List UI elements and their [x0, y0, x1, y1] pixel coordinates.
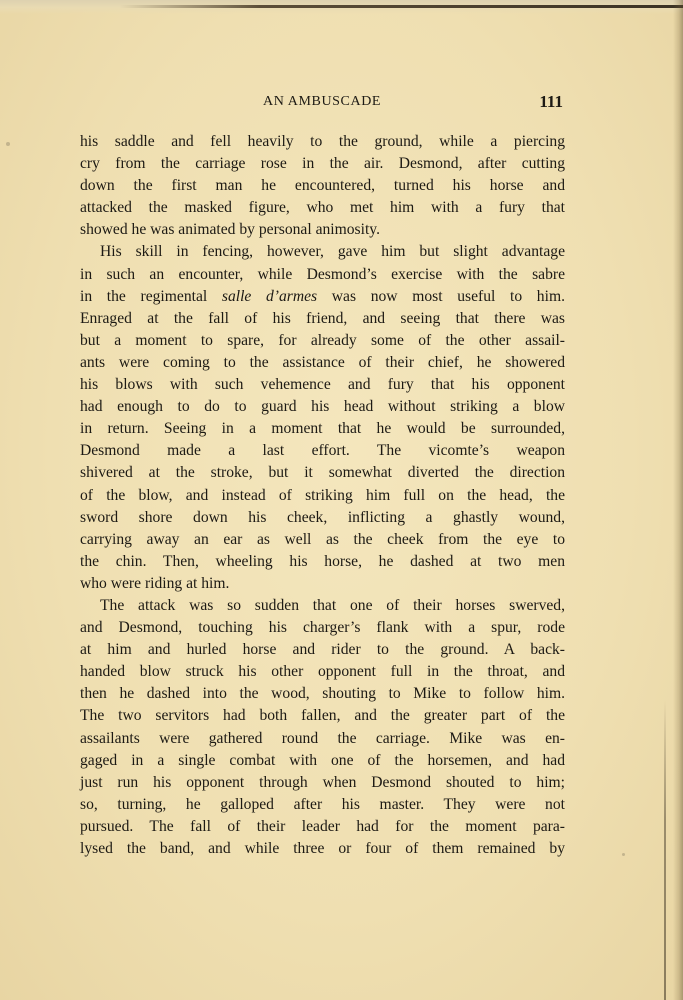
- text-line: and Desmond, touching his charger’s flank with a spur, rode: [80, 619, 565, 637]
- text-line: lysed the band, and while three or four of them remained by: [80, 840, 565, 857]
- text-line: in return. Seeing in a moment that he would be surrounded,: [80, 420, 565, 438]
- paper-speck: [622, 853, 625, 856]
- text-fragment: in the regimental: [80, 287, 222, 305]
- text-line: of the blow, and instead of striking him full on the head, the: [80, 486, 565, 504]
- text-line: so, turning, he galloped after his master. They were not: [80, 795, 565, 813]
- text-line: His skill in fencing, however, gave him but slight advantage: [100, 243, 565, 261]
- text-line: had enough to do to guard his head without striking a blow: [80, 398, 565, 416]
- italic-phrase: salle d’armes: [221, 287, 318, 305]
- text-line: sword shore down his cheek, inflicting a ghastly wound,: [80, 508, 565, 526]
- text-line: who were riding at him.: [80, 574, 230, 592]
- text-line: ants were coming to the assistance of their chief, he showered: [80, 353, 565, 371]
- text-line: then he dashed into the wood, shouting to Mike to follow him.: [80, 685, 565, 703]
- text-line: carrying away an ear as well as the cheek from the eye to: [80, 530, 565, 548]
- body-text: [80, 131, 565, 860]
- text-line: handed blow struck his other opponent full in the throat, and: [80, 663, 565, 681]
- text-line: the chin. Then, wheeling his horse, he dashed at two men: [80, 552, 565, 570]
- page-right-edge: [673, 0, 683, 1000]
- text-line: [80, 286, 565, 308]
- text-line: cry from the carriage rose in the air. Desmond, after cutting: [80, 155, 565, 173]
- text-line: showed he was animated by personal animosity.: [80, 221, 380, 239]
- text-line: down the first man he encountered, turned his horse and: [80, 177, 565, 195]
- text-line: assailants were gathered round the carriage. Mike was en-: [80, 729, 565, 747]
- paper-speck: [6, 142, 10, 146]
- text-fragment: was now most useful to him.: [317, 287, 565, 305]
- page-top-rule: [120, 5, 683, 8]
- text-line: in such an encounter, while Desmond’s exercise with the sabre: [80, 265, 565, 283]
- text-line: Enraged at the fall of his friend, and seeing that there was: [80, 309, 565, 327]
- text-line: The two servitors had both fallen, and the greater part of the: [80, 707, 565, 725]
- text-line: pursued. The fall of their leader had for the moment para-: [80, 817, 565, 835]
- page-number: 111: [539, 92, 563, 111]
- text-line: his blows with such vehemence and fury that his opponent: [80, 376, 565, 394]
- text-line: at him and hurled horse and rider to the ground. A back-: [80, 641, 565, 659]
- text-line: but a moment to spare, for already some of the other assail-: [80, 331, 565, 349]
- page-header: [80, 92, 565, 116]
- text-line: his saddle and fell heavily to the ground, while a piercing: [80, 133, 565, 150]
- text-line: Desmond made a last effort. The vicomte’s weapon: [80, 442, 565, 460]
- text-line: shivered at the stroke, but it somewhat diverted the direction: [80, 464, 565, 482]
- text-line: gaged in a single combat with one of the horsemen, and had: [80, 751, 565, 769]
- text-line: just run his opponent through when Desmond shouted to him;: [80, 773, 565, 791]
- running-head: AN AMBUSCADE: [263, 94, 382, 109]
- page-right-rule: [664, 700, 666, 1000]
- text-line: The attack was so sudden that one of their horses swerved,: [100, 596, 565, 614]
- text-line: attacked the masked figure, who met him with a fury that: [80, 199, 565, 217]
